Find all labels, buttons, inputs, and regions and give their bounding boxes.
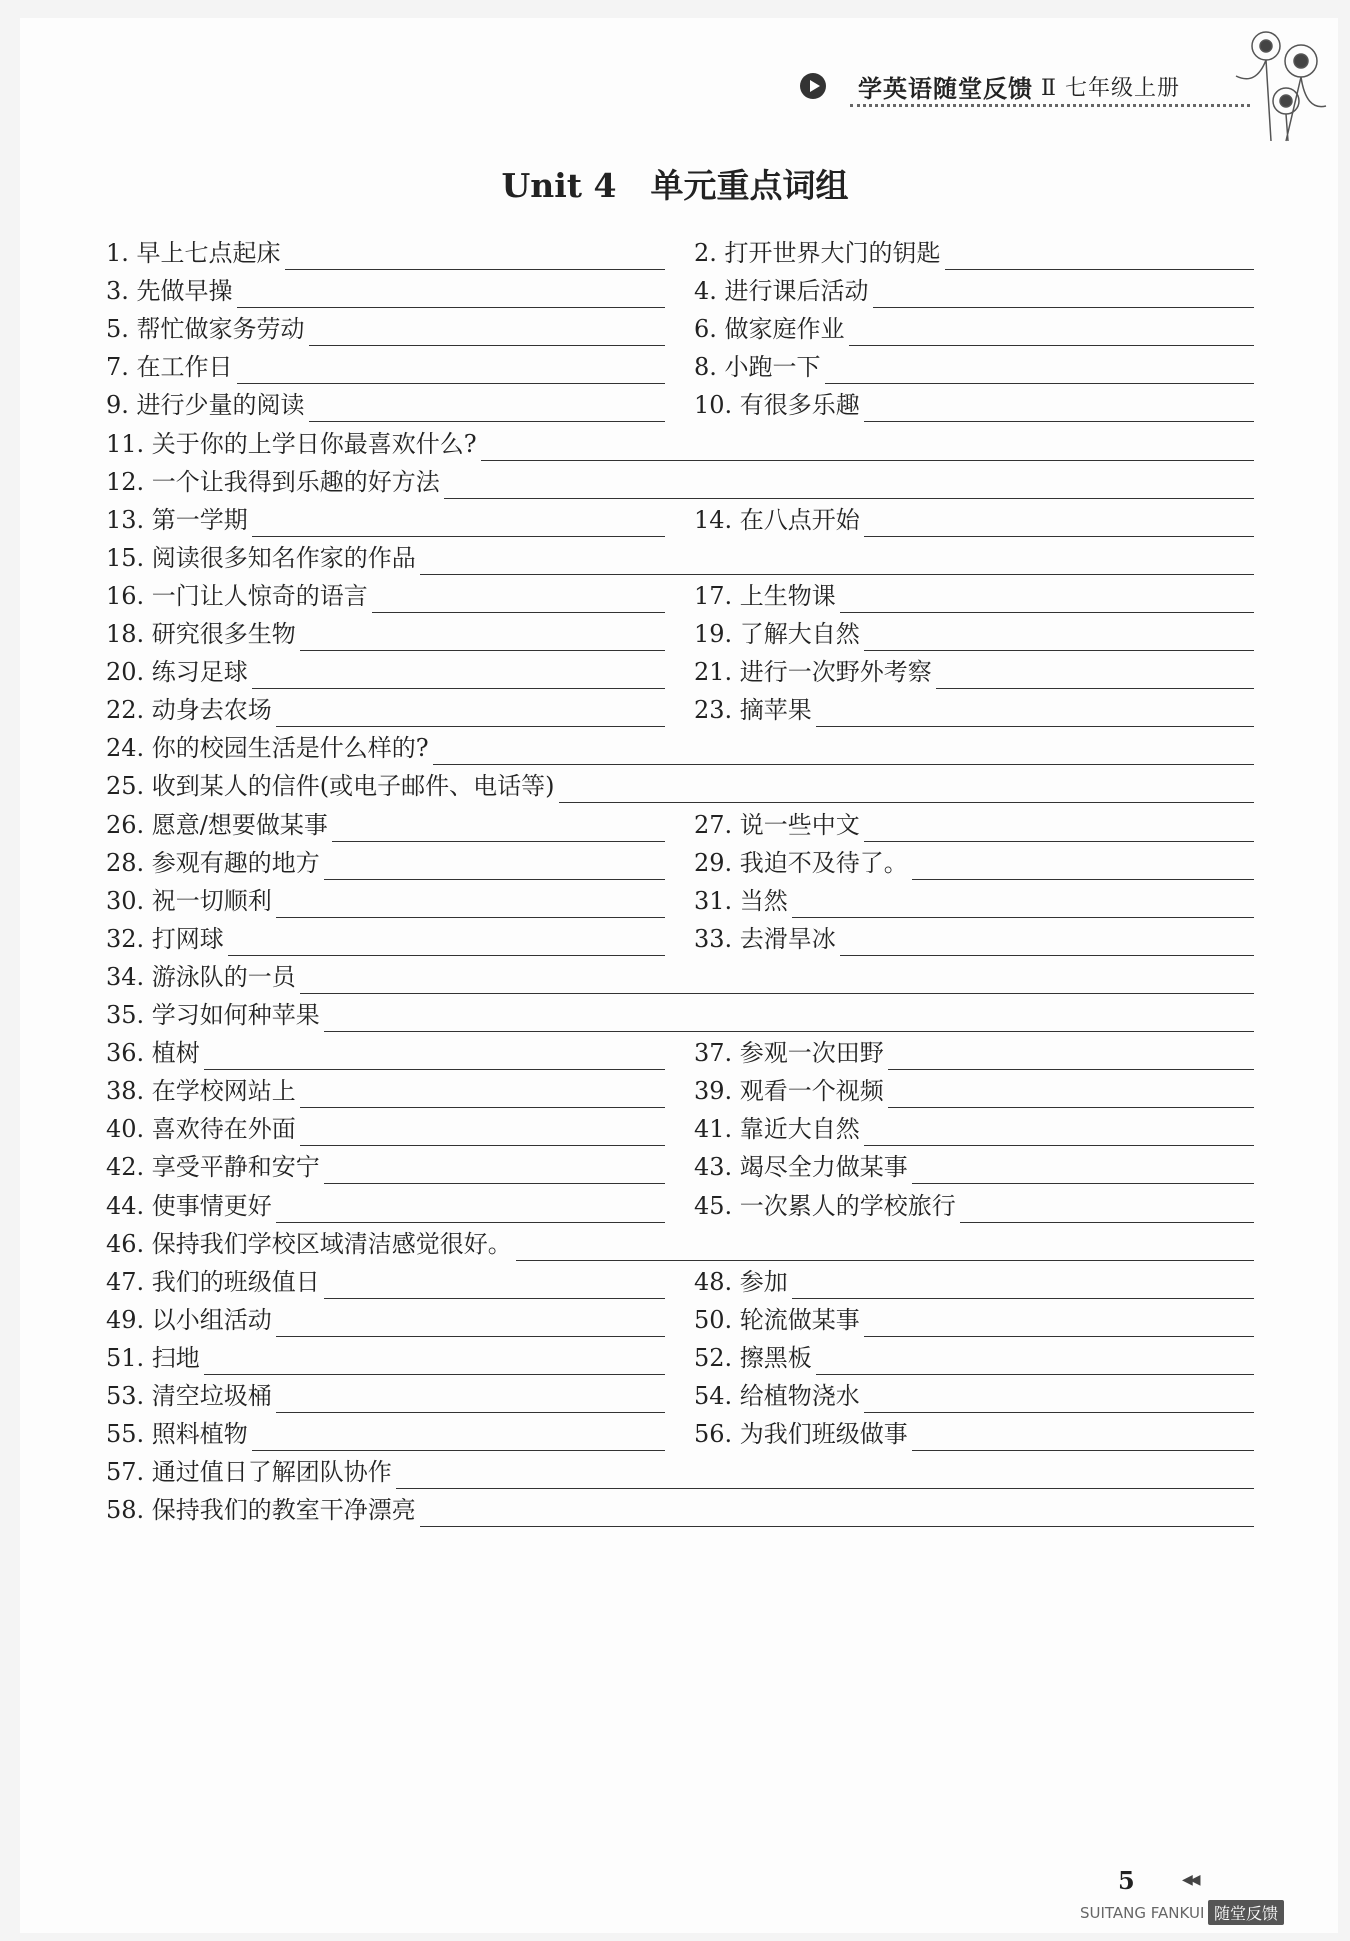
phrase-item bbox=[694, 350, 1254, 384]
phrase-item bbox=[106, 312, 665, 346]
answer-blank[interactable] bbox=[864, 512, 1254, 537]
answer-blank[interactable] bbox=[324, 1159, 665, 1184]
phrase-text: 50. 轮流做某事 bbox=[694, 1306, 860, 1334]
phrase-text: 11. 关于你的上学日你最喜欢什么? bbox=[106, 430, 477, 458]
answer-blank[interactable] bbox=[324, 1274, 665, 1299]
phrase-text: 12. 一个让我得到乐趣的好方法 bbox=[106, 468, 440, 496]
phrase-item bbox=[106, 1265, 665, 1299]
phrase-text: 24. 你的校园生活是什么样的? bbox=[106, 734, 429, 762]
phrase-item bbox=[106, 922, 665, 956]
phrase-text: 49. 以小组活动 bbox=[106, 1306, 272, 1334]
phrase-item bbox=[106, 731, 1254, 765]
phrase-text: 38. 在学校网站上 bbox=[106, 1077, 296, 1105]
answer-blank[interactable] bbox=[960, 1198, 1254, 1223]
phrase-item bbox=[106, 1112, 665, 1146]
answer-blank[interactable] bbox=[300, 1083, 665, 1108]
phrase-text: 27. 说一些中文 bbox=[694, 811, 860, 839]
answer-blank[interactable] bbox=[864, 1121, 1254, 1146]
answer-blank[interactable] bbox=[912, 1159, 1254, 1184]
answer-blank[interactable] bbox=[936, 664, 1254, 689]
answer-blank[interactable] bbox=[912, 855, 1254, 880]
unit-title bbox=[0, 160, 1350, 207]
phrase-text: 2. 打开世界大门的钥匙 bbox=[694, 239, 941, 267]
answer-blank[interactable] bbox=[309, 397, 665, 422]
answer-blank[interactable] bbox=[300, 969, 1254, 994]
phrase-text: 39. 观看一个视频 bbox=[694, 1077, 884, 1105]
answer-blank[interactable] bbox=[237, 359, 665, 384]
phrase-text: 30. 祝一切顺利 bbox=[106, 887, 272, 915]
phrase-item bbox=[694, 1150, 1254, 1184]
answer-blank[interactable] bbox=[840, 588, 1254, 613]
phrase-item bbox=[106, 1341, 665, 1375]
play-icon bbox=[800, 73, 826, 99]
answer-blank[interactable] bbox=[300, 626, 665, 651]
phrase-item bbox=[694, 1265, 1254, 1299]
answer-blank[interactable] bbox=[912, 1426, 1254, 1451]
phrase-text: 37. 参观一次田野 bbox=[694, 1039, 884, 1067]
answer-blank[interactable] bbox=[864, 1312, 1254, 1337]
phrase-text: 20. 练习足球 bbox=[106, 658, 248, 686]
phrase-text: 10. 有很多乐趣 bbox=[694, 391, 860, 419]
phrase-item bbox=[694, 1417, 1254, 1451]
answer-blank[interactable] bbox=[420, 1502, 1254, 1527]
phrase-item bbox=[106, 388, 665, 422]
phrase-item bbox=[106, 350, 665, 384]
answer-blank[interactable] bbox=[864, 626, 1254, 651]
phrase-item bbox=[106, 769, 1254, 803]
answer-blank[interactable] bbox=[481, 436, 1254, 461]
phrase-item bbox=[694, 503, 1254, 537]
answer-blank[interactable] bbox=[433, 740, 1254, 765]
phrase-item bbox=[106, 1189, 665, 1223]
phrase-item bbox=[694, 808, 1254, 842]
phrase-item bbox=[106, 1074, 665, 1108]
book-title: 学英语随堂反馈 bbox=[858, 74, 1033, 103]
footer-badge: 随堂反馈 bbox=[1208, 1900, 1284, 1925]
answer-blank[interactable] bbox=[309, 321, 665, 346]
phrase-item bbox=[106, 1036, 665, 1070]
phrase-text: 55. 照料植物 bbox=[106, 1420, 248, 1448]
answer-blank[interactable] bbox=[276, 702, 665, 727]
phrase-item bbox=[106, 693, 665, 727]
answer-blank[interactable] bbox=[324, 855, 665, 880]
answer-blank[interactable] bbox=[332, 817, 665, 842]
phrase-text: 31. 当然 bbox=[694, 887, 788, 915]
phrase-item bbox=[106, 1227, 1254, 1261]
phrase-item bbox=[694, 312, 1254, 346]
answer-blank[interactable] bbox=[825, 359, 1254, 384]
phrase-item bbox=[106, 655, 665, 689]
phrase-text: 8. 小跑一下 bbox=[694, 353, 821, 381]
answer-blank[interactable] bbox=[396, 1464, 1254, 1489]
phrase-item bbox=[106, 541, 1254, 575]
phrase-item bbox=[106, 617, 665, 651]
phrase-text: 16. 一门让人惊奇的语言 bbox=[106, 582, 368, 610]
phrase-text: 46. 保持我们学校区域清洁感觉很好。 bbox=[106, 1230, 512, 1258]
phrase-item bbox=[694, 236, 1254, 270]
phrase-text: 4. 进行课后活动 bbox=[694, 277, 869, 305]
phrase-text: 43. 竭尽全力做某事 bbox=[694, 1153, 908, 1181]
phrase-item bbox=[106, 579, 665, 613]
phrase-text: 7. 在工作日 bbox=[106, 353, 233, 381]
phrase-text: 28. 参观有趣的地方 bbox=[106, 849, 320, 877]
phrase-item bbox=[694, 846, 1254, 880]
phrase-text: 18. 研究很多生物 bbox=[106, 620, 296, 648]
answer-blank[interactable] bbox=[840, 931, 1254, 956]
phrase-text: 41. 靠近大自然 bbox=[694, 1115, 860, 1143]
phrase-item bbox=[694, 579, 1254, 613]
phrase-item bbox=[694, 1036, 1254, 1070]
phrase-text: 35. 学习如何种苹果 bbox=[106, 1001, 320, 1029]
phrase-item bbox=[694, 274, 1254, 308]
phrase-item bbox=[694, 884, 1254, 918]
back-arrows-icon: ◀◀ bbox=[1182, 1872, 1198, 1888]
answer-blank[interactable] bbox=[300, 1121, 665, 1146]
answer-blank[interactable] bbox=[864, 1388, 1254, 1413]
phrase-item bbox=[694, 388, 1254, 422]
phrase-item bbox=[106, 960, 1254, 994]
phrase-text: 40. 喜欢待在外面 bbox=[106, 1115, 296, 1143]
answer-blank[interactable] bbox=[945, 245, 1254, 270]
phrase-item bbox=[694, 693, 1254, 727]
answer-blank[interactable] bbox=[888, 1083, 1254, 1108]
answer-blank[interactable] bbox=[204, 1350, 665, 1375]
answer-blank[interactable] bbox=[516, 1236, 1254, 1261]
phrase-text: 45. 一次累人的学校旅行 bbox=[694, 1192, 956, 1220]
phrase-item bbox=[106, 1303, 665, 1337]
phrase-item bbox=[694, 655, 1254, 689]
unit-label: Unit 4 bbox=[501, 166, 617, 205]
answer-blank[interactable] bbox=[559, 778, 1254, 803]
phrase-text: 44. 使事情更好 bbox=[106, 1192, 272, 1220]
phrase-item bbox=[106, 808, 665, 842]
phrase-text: 21. 进行一次野外考察 bbox=[694, 658, 932, 686]
answer-blank[interactable] bbox=[276, 1388, 665, 1413]
answer-blank[interactable] bbox=[816, 702, 1254, 727]
phrase-text: 3. 先做早操 bbox=[106, 277, 233, 305]
phrase-text: 52. 擦黑板 bbox=[694, 1344, 812, 1372]
answer-blank[interactable] bbox=[324, 1007, 1254, 1032]
answer-blank[interactable] bbox=[252, 512, 665, 537]
answer-blank[interactable] bbox=[888, 1045, 1254, 1070]
footer-brand: SUITANG FANKUI bbox=[1080, 1904, 1205, 1922]
answer-blank[interactable] bbox=[285, 245, 665, 270]
header bbox=[800, 66, 1180, 106]
phrase-text: 47. 我们的班级值日 bbox=[106, 1268, 320, 1296]
header-dotted-rule bbox=[850, 104, 1250, 107]
phrase-text: 32. 打网球 bbox=[106, 925, 224, 953]
phrase-item bbox=[106, 884, 665, 918]
phrase-item bbox=[694, 1112, 1254, 1146]
answer-blank[interactable] bbox=[204, 1045, 665, 1070]
answer-blank[interactable] bbox=[864, 817, 1254, 842]
phrase-item bbox=[106, 846, 665, 880]
unit-heading: 单元重点词组 bbox=[650, 166, 849, 205]
phrase-item bbox=[106, 1455, 1254, 1489]
answer-blank[interactable] bbox=[276, 893, 665, 918]
phrase-text: 17. 上生物课 bbox=[694, 582, 836, 610]
phrase-item bbox=[106, 274, 665, 308]
phrase-text: 56. 为我们班级做事 bbox=[694, 1420, 908, 1448]
phrase-item bbox=[106, 998, 1254, 1032]
page-number: 5 bbox=[1118, 1866, 1135, 1895]
phrase-text: 48. 参加 bbox=[694, 1268, 788, 1296]
phrase-text: 26. 愿意/想要做某事 bbox=[106, 811, 328, 839]
phrase-text: 5. 帮忙做家务劳动 bbox=[106, 315, 305, 343]
phrase-text: 36. 植树 bbox=[106, 1039, 200, 1067]
answer-blank[interactable] bbox=[228, 931, 665, 956]
answer-blank[interactable] bbox=[237, 283, 665, 308]
answer-blank[interactable] bbox=[873, 283, 1254, 308]
phrase-item bbox=[106, 1493, 1254, 1527]
phrase-item bbox=[694, 1303, 1254, 1337]
phrase-item bbox=[694, 617, 1254, 651]
phrase-item bbox=[694, 1341, 1254, 1375]
phrase-text: 57. 通过值日了解团队协作 bbox=[106, 1458, 392, 1486]
phrase-item bbox=[694, 1189, 1254, 1223]
answer-blank[interactable] bbox=[252, 1426, 665, 1451]
phrase-text: 42. 享受平静和安宁 bbox=[106, 1153, 320, 1181]
phrase-item bbox=[694, 922, 1254, 956]
phrase-item bbox=[106, 236, 665, 270]
phrase-text: 9. 进行少量的阅读 bbox=[106, 391, 305, 419]
phrase-text: 6. 做家庭作业 bbox=[694, 315, 845, 343]
phrase-text: 13. 第一学期 bbox=[106, 506, 248, 534]
phrase-text: 34. 游泳队的一员 bbox=[106, 963, 296, 991]
phrase-text: 22. 动身去农场 bbox=[106, 696, 272, 724]
phrase-text: 15. 阅读很多知名作家的作品 bbox=[106, 544, 416, 572]
phrase-text: 54. 给植物浇水 bbox=[694, 1382, 860, 1410]
answer-blank[interactable] bbox=[276, 1198, 665, 1223]
answer-blank[interactable] bbox=[864, 397, 1254, 422]
answer-blank[interactable] bbox=[252, 664, 665, 689]
phrase-item bbox=[106, 503, 665, 537]
phrase-text: 14. 在八点开始 bbox=[694, 506, 860, 534]
phrase-text: 29. 我迫不及待了。 bbox=[694, 849, 908, 877]
phrase-item bbox=[106, 1417, 665, 1451]
answer-blank[interactable] bbox=[816, 1350, 1254, 1375]
phrase-text: 33. 去滑旱冰 bbox=[694, 925, 836, 953]
phrase-text: 23. 摘苹果 bbox=[694, 696, 812, 724]
phrase-text: 51. 扫地 bbox=[106, 1344, 200, 1372]
answer-blank[interactable] bbox=[444, 474, 1254, 499]
book-subtitle: Ⅱ 七年级上册 bbox=[1041, 75, 1180, 101]
phrase-text: 53. 清空垃圾桶 bbox=[106, 1382, 272, 1410]
answer-blank[interactable] bbox=[276, 1312, 665, 1337]
phrase-item bbox=[694, 1074, 1254, 1108]
phrase-text: 58. 保持我们的教室干净漂亮 bbox=[106, 1496, 416, 1524]
phrase-text: 1. 早上七点起床 bbox=[106, 239, 281, 267]
answer-blank[interactable] bbox=[372, 588, 665, 613]
phrase-item bbox=[106, 1379, 665, 1413]
phrase-item bbox=[694, 1379, 1254, 1413]
answer-blank[interactable] bbox=[792, 893, 1254, 918]
flower-decoration-icon bbox=[1226, 16, 1336, 146]
phrase-item bbox=[106, 1150, 665, 1184]
phrase-item bbox=[106, 465, 1254, 499]
phrase-text: 19. 了解大自然 bbox=[694, 620, 860, 648]
phrase-text: 25. 收到某人的信件(或电子邮件、电话等) bbox=[106, 772, 555, 800]
answer-blank[interactable] bbox=[420, 550, 1254, 575]
answer-blank[interactable] bbox=[849, 321, 1254, 346]
phrase-item bbox=[106, 427, 1254, 461]
answer-blank[interactable] bbox=[792, 1274, 1254, 1299]
